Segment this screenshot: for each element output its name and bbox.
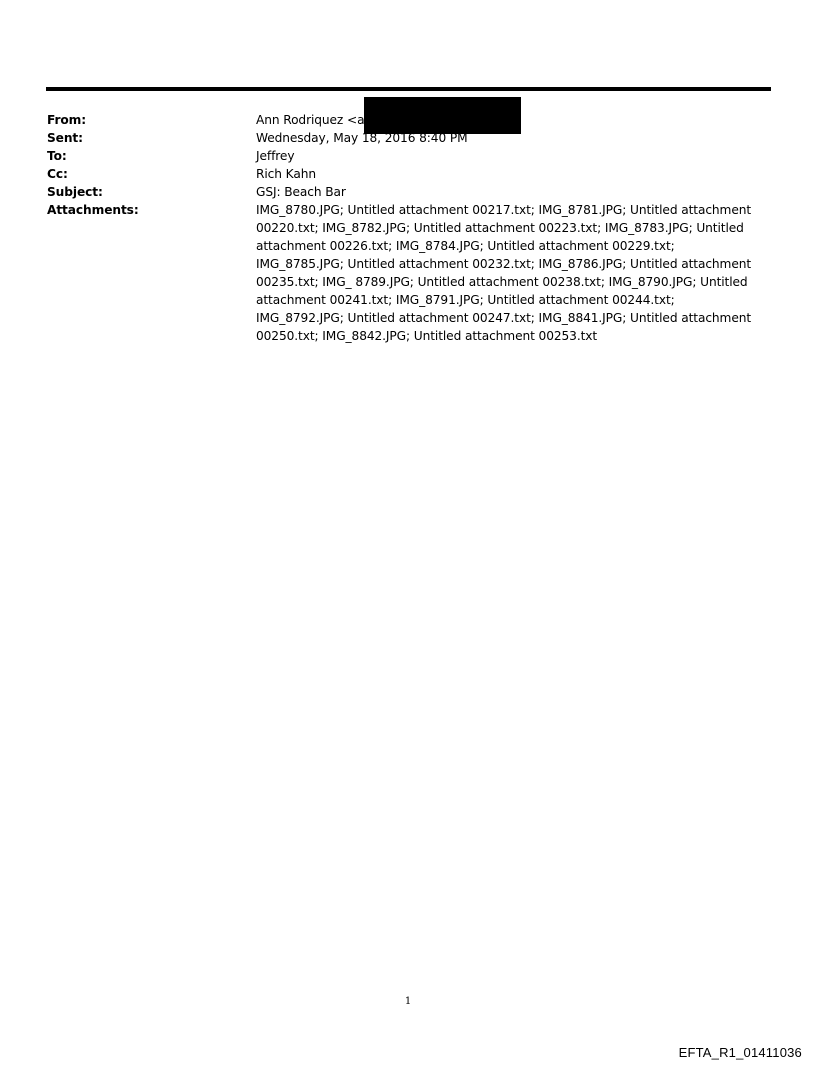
subject-value: GSJ: Beach Bar (256, 185, 346, 199)
to-label: To: (47, 149, 67, 163)
sent-value: Wednesday, May 18, 2016 8:40 PM (256, 131, 468, 145)
to-value: Jeffrey (256, 149, 295, 163)
sender-name: Ann Rodriquez <a (256, 113, 365, 127)
bates-number: EFTA_R1_01411036 (678, 1045, 802, 1060)
cc-value: Rich Kahn (256, 167, 316, 181)
attachments-list: IMG_8780.JPG; Untitled attachment 00217.txt; IMG_8781.JPG; Untitled attachment 00220.txt; IMG_8782.JPG; Untitled attachment 00223.txt; IMG_8783.JPG; Untitled attachment 00226.txt; IMG_8784.JPG; Untitled attachment 00229.txt; IMG_8785.JPG; Untitled attachment 00232.txt; IMG_8786.JPG; Untitled attachment 00235.txt; IMG_ 8789.JPG; Untitled attachment 00238.txt; IMG_8790.JPG; Untitled attachment 00241.txt; IMG_8791.JPG; Untitled attachment 00244.txt; IMG_8792.JPG; Untitled attachment 00247.txt; IMG_8841.JPG; Untitled attachment 00250.txt; IMG_8842.JPG; Untitled attachment 00253.txt (256, 203, 752, 343)
from-value (256, 111, 767, 129)
to-row (47, 147, 767, 165)
page-number: 1 (404, 996, 412, 1007)
from-row (47, 111, 767, 129)
attachments-row (47, 201, 767, 345)
from-label: From: (47, 113, 87, 127)
cc-label: Cc: (47, 167, 68, 181)
cc-row (47, 165, 767, 183)
sent-row (47, 129, 767, 147)
sent-label: Sent: (47, 131, 83, 145)
email-header (47, 111, 767, 345)
header-rule (46, 87, 771, 91)
subject-label: Subject: (47, 185, 103, 199)
attachments-label: Attachments: (47, 203, 139, 217)
subject-row (47, 183, 767, 201)
